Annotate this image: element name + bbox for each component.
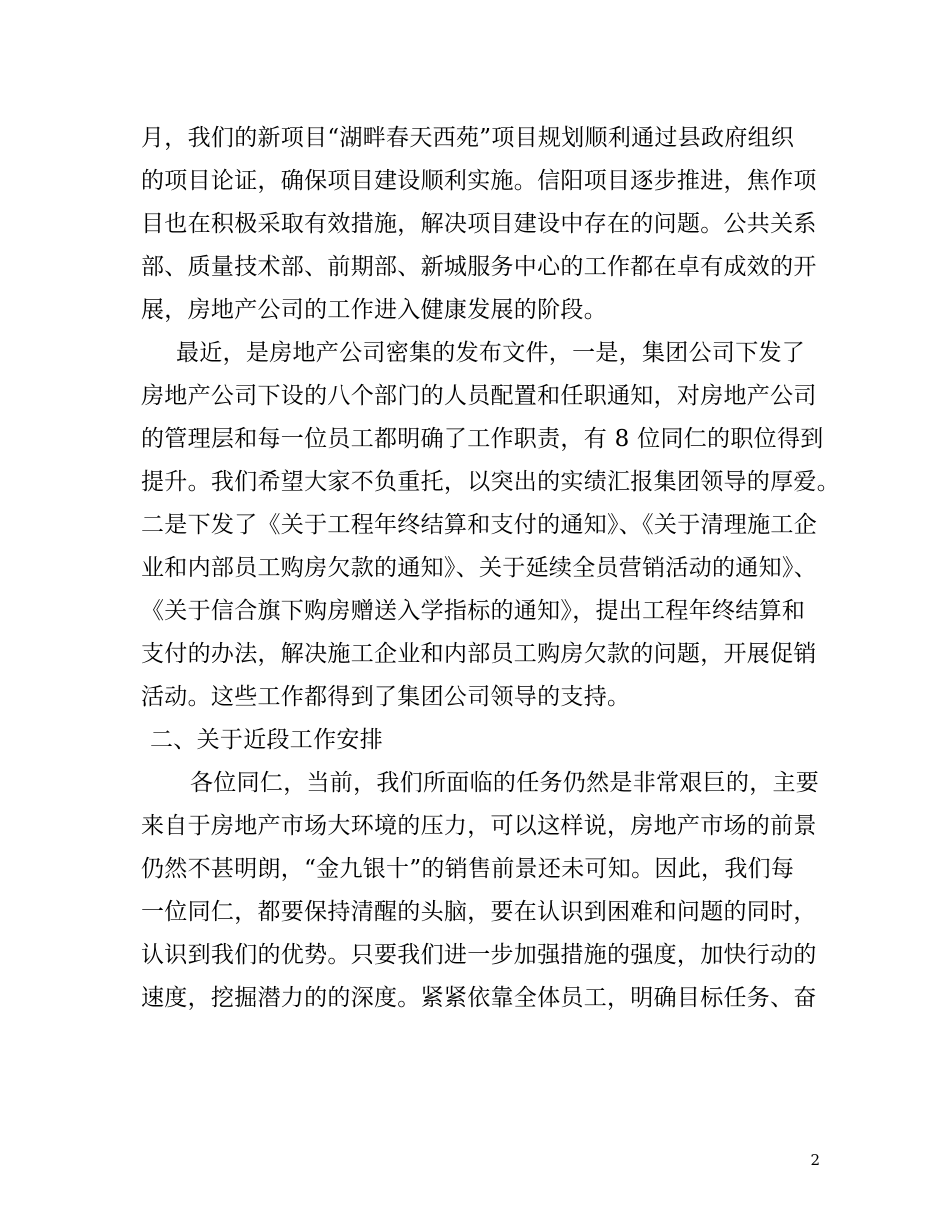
body-line: 提升。我们希望大家不负重托，以突出的实绩汇报集团领导的厚爱。 — [141, 469, 840, 495]
body-line: 支付的办法，解决施工企业和内部员工购房欠款的问题，开展促销 — [141, 641, 817, 667]
body-line: 的项目论证，确保项目建设顺利实施。信阳项目逐步推进，焦作项 — [141, 168, 817, 194]
body-line: 活动。这些工作都得到了集团公司领导的支持。 — [141, 684, 631, 710]
body-line: 房地产公司下设的八个部门的人员配置和任职通知，对房地产公司 — [141, 383, 817, 409]
body-line: 二是下发了《关于工程年终结算和支付的通知》、《关于清理施工企 — [141, 512, 817, 538]
page-number: 2 — [810, 1151, 820, 1169]
body-line: 一位同仁，都要保持清醒的头脑，要在认识到困难和问题的同时， — [141, 899, 817, 925]
body-line: 仍然不甚明朗，“金九银十”的销售前景还未可知。因此，我们每 — [141, 856, 795, 882]
body-line: 速度，挖掘潜力的的深度。紧紧依靠全体员工，明确目标任务、奋 — [141, 985, 817, 1011]
body-line: 部、质量技术部、前期部、新城服务中心的工作都在卓有成效的开 — [141, 254, 817, 280]
body-line: 认识到我们的优势。只要我们进一步加强措施的强度，加快行动的 — [141, 942, 817, 968]
body-line: 《关于信合旗下购房赠送入学指标的通知》，提出工程年终结算和 — [141, 598, 806, 624]
body-line: 月，我们的新项目“湖畔春天西苑”项目规划顺利通过县政府组织 — [141, 125, 795, 151]
body-line: 各位同仁，当前，我们所面临的任务仍然是非常艰巨的，主要 — [190, 770, 820, 796]
body-line: 最近，是房地产公司密集的发布文件，一是，集团公司下发了 — [176, 340, 806, 366]
body-line: 来自于房地产市场大环境的压力，可以这样说，房地产市场的前景 — [141, 813, 817, 839]
body-line: 业和内部员工购房欠款的通知》、关于延续全员营销活动的通知》、 — [141, 555, 817, 581]
body-line: 的管理层和每一位员工都明确了工作职责，有 8 位同仁的职位得到 — [141, 426, 824, 452]
section-heading: 二、关于近段工作安排 — [150, 727, 383, 753]
body-line: 展，房地产公司的工作进入健康发展的阶段。 — [141, 297, 607, 323]
body-line: 目也在积极采取有效措施，解决项目建设中存在的问题。公共关系 — [141, 211, 817, 237]
